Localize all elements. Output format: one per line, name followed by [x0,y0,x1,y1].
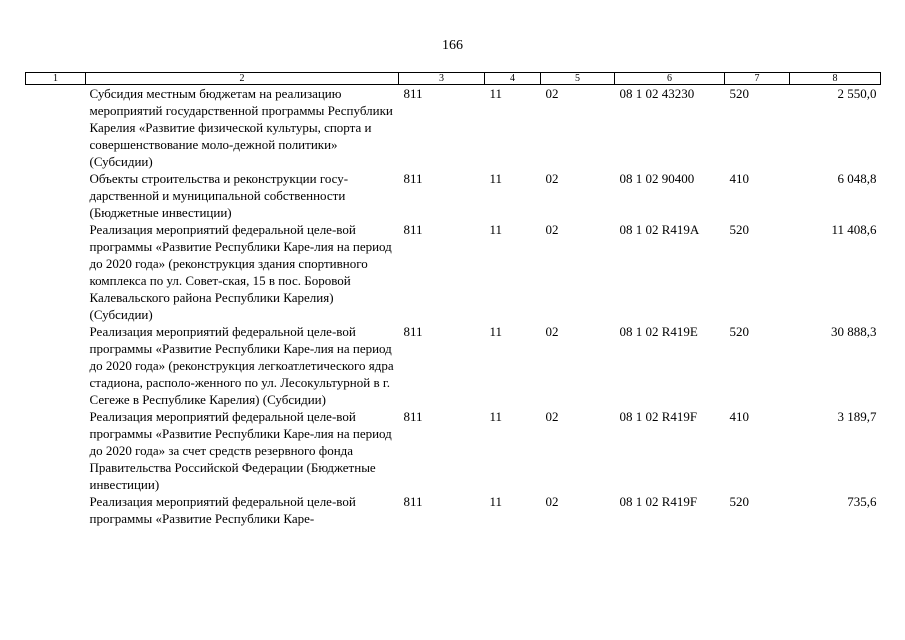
section-code: 11 [489,324,503,339]
target-article-code: 08 1 02 R419A [619,222,700,237]
header-col-7: 7 [725,73,790,85]
table-row [26,408,881,493]
subsection-code: 02 [545,86,559,101]
table-header [26,73,881,85]
section-code: 11 [489,86,503,101]
header-col-4: 4 [485,73,541,85]
expense-type-code: 520 [729,494,749,509]
amount-value: 2 550,0 [837,86,877,101]
expense-type-code: 410 [729,409,749,424]
row-number-cell [26,221,86,323]
table-row [26,323,881,408]
table-row [26,221,881,323]
amount-value: 30 888,3 [831,324,877,339]
ministry-code: 811 [403,324,423,339]
header-col-6: 6 [615,73,725,85]
row-number-cell [26,85,86,171]
subsection-code: 02 [545,171,559,186]
section-code: 11 [489,409,503,424]
subsection-code: 02 [545,409,559,424]
expense-name: Реализация мероприятий федеральной целе-вой программы «Развитие Республики Каре- [89,494,356,526]
amount-value: 3 189,7 [837,409,877,424]
ministry-code: 811 [403,409,423,424]
budget-table [25,72,881,527]
table-body [26,85,881,528]
expense-name: Реализация мероприятий федеральной целе-вой программы «Развитие Республики Каре-лия на период до 2020 года» за счет средств резервного фонда Правительства Российской Федерации (Бюджетные инвестиции) [89,409,392,492]
header-col-1: 1 [26,73,86,85]
table-row [26,85,881,171]
section-code: 11 [489,222,503,237]
expense-type-code: 520 [729,86,749,101]
target-article-code: 08 1 02 R419E [619,324,698,339]
row-number-cell [26,408,86,493]
page-number: 166 [442,38,463,53]
ministry-code: 811 [403,222,423,237]
target-article-code: 08 1 02 43230 [619,86,695,101]
amount-value: 735,6 [847,494,877,509]
expense-type-code: 410 [729,171,749,186]
target-article-code: 08 1 02 R419F [619,494,698,509]
ministry-code: 811 [403,86,423,101]
expense-name: Объекты строительства и реконструкции госу-дарственной и муниципальной собственности (Бюджетные инвестиции) [89,171,349,220]
table-row [26,493,881,527]
amount-value: 11 408,6 [831,222,877,237]
target-article-code: 08 1 02 R419F [619,409,698,424]
expense-name: Реализация мероприятий федеральной целе-вой программы «Развитие Республики Каре-лия на период до 2020 года» (реконструкция легкоатлетического ядра стадиона, располо-женного по ул. Лесокультурной в г. Сегеже в Республике Карелия) (Субсидии) [89,324,394,407]
header-row [26,73,881,85]
row-number-cell [26,170,86,221]
amount-value: 6 048,8 [837,171,877,186]
header-col-5: 5 [541,73,615,85]
row-number-cell [26,493,86,527]
header-col-3: 3 [399,73,485,85]
table-row [26,170,881,221]
subsection-code: 02 [545,324,559,339]
header-col-2: 2 [86,73,399,85]
ministry-code: 811 [403,494,423,509]
expense-type-code: 520 [729,324,749,339]
expense-type-code: 520 [729,222,749,237]
subsection-code: 02 [545,222,559,237]
header-col-8: 8 [790,73,881,85]
ministry-code: 811 [403,171,423,186]
expense-name: Субсидия местным бюджетам на реализацию мероприятий государственной программы Республики Карелия «Развитие физической культуры, спорта и совершенствование моло-дежной политики» (Субсидии) [89,86,393,169]
section-code: 11 [489,494,503,509]
subsection-code: 02 [545,494,559,509]
section-code: 11 [489,171,503,186]
row-number-cell [26,323,86,408]
expense-name: Реализация мероприятий федеральной целе-вой программы «Развитие Республики Каре-лия на период до 2020 года» (реконструкция здания спортивного комплекса по ул. Совет-ская, 15 в пос. Боровой Калевальского района Республики Карелия) (Субсидии) [89,222,392,322]
target-article-code: 08 1 02 90400 [619,171,695,186]
